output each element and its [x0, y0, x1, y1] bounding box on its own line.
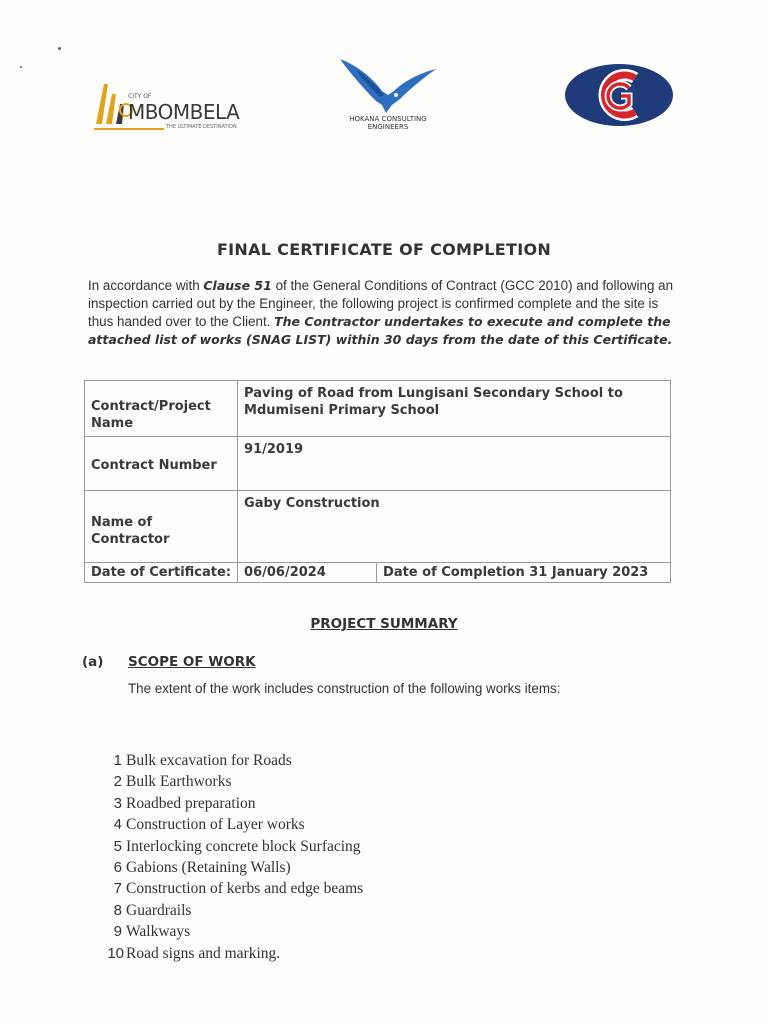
project-summary-title: PROJECT SUMMARY	[310, 616, 458, 632]
project-name-label: Contract/Project Name	[85, 381, 238, 437]
item-number: 5	[113, 837, 122, 855]
intro-paragraph	[88, 277, 684, 349]
item-text: Construction of Layer works	[126, 816, 305, 834]
scope-letter: (a)	[82, 654, 104, 670]
mbombela-tagline: THE ULTIMATE DESTINATION	[166, 124, 237, 130]
list-item	[96, 943, 363, 964]
item-text: Roadbed preparation	[126, 794, 256, 812]
item-text: Walkways	[126, 923, 191, 941]
item-number: 7	[113, 880, 122, 898]
list-item	[96, 793, 363, 814]
item-text: Gabions (Retaining Walls)	[126, 858, 291, 876]
contractor-name-value: Gaby Construction	[238, 491, 671, 563]
list-item	[96, 857, 363, 878]
cg-emblem-icon	[563, 62, 675, 128]
item-text: Construction of kerbs and edge beams	[126, 880, 364, 898]
hokana-name-line2: ENGINEERS	[367, 123, 409, 131]
list-item	[96, 750, 363, 771]
table-row	[85, 491, 671, 563]
scope-text: The extent of the work includes construction of the following works items:	[128, 681, 561, 696]
document-title: FINAL CERTIFICATE OF COMPLETION	[216, 240, 552, 259]
table-row	[85, 381, 671, 437]
logo-bar	[0, 0, 768, 160]
mbombela-rule	[94, 128, 164, 130]
table-row	[85, 437, 671, 491]
table-row	[85, 563, 671, 583]
item-number: 8	[113, 901, 122, 919]
list-item	[96, 921, 363, 942]
intro-emphasis: The Contractor undertakes to execute and complete the attached list of works (SNAG LIST) within 30 days from the date of this Certificate.	[88, 314, 673, 347]
cg-logo	[563, 62, 675, 128]
certificate-date-value: 06/06/2024	[238, 563, 377, 583]
item-number: 4	[113, 816, 122, 834]
intro-text-2: of the General Conditions of Contract (GCC 2010) and following an inspection carried out by the Engineer, the following project is confirmed complete and the site is thus handed over to the Client.	[88, 278, 674, 329]
project-name-value: Paving of Road from Lungisani Secondary School to Mdumiseni Primary School	[238, 381, 671, 437]
hokana-name-line1: HOKANA CONSULTING	[349, 115, 427, 123]
eagle-icon	[336, 55, 440, 115]
mbombela-logo	[94, 80, 264, 135]
mbombela-name: MBOMBELA	[128, 100, 240, 124]
contract-number-label: Contract Number	[85, 437, 238, 491]
list-item	[96, 836, 363, 857]
hokana-logo	[336, 55, 440, 135]
item-text: Bulk Earthworks	[126, 773, 232, 791]
item-text: Guardrails	[126, 901, 192, 919]
list-item	[96, 771, 363, 792]
item-number: 1	[113, 752, 122, 769]
item-text: Interlocking concrete block Surfacing	[126, 837, 361, 855]
list-item	[96, 900, 363, 921]
item-number: 6	[113, 858, 122, 876]
certificate-date-label: Date of Certificate:	[85, 563, 238, 583]
mbombela-city-of: CITY OF	[128, 93, 152, 100]
intro-text-1: In accordance with	[88, 278, 204, 293]
item-text: Road signs and marking.	[126, 944, 281, 962]
list-item	[96, 814, 363, 835]
list-item	[96, 878, 363, 899]
item-text: Bulk excavation for Roads	[126, 752, 292, 769]
contractor-name-label: Name of Contractor	[85, 491, 238, 563]
hokana-name	[336, 115, 440, 131]
intro-clause: Clause 51	[203, 278, 272, 293]
scope-title: SCOPE OF WORK	[128, 654, 256, 670]
item-number: 3	[113, 794, 122, 812]
works-list	[96, 750, 363, 964]
contract-info-table	[84, 380, 671, 583]
contract-number-value: 91/2019	[238, 437, 671, 491]
item-number: 10	[107, 944, 124, 962]
item-number: 9	[113, 923, 122, 941]
item-number: 2	[113, 773, 122, 791]
completion-date: Date of Completion 31 January 2023	[377, 563, 671, 583]
